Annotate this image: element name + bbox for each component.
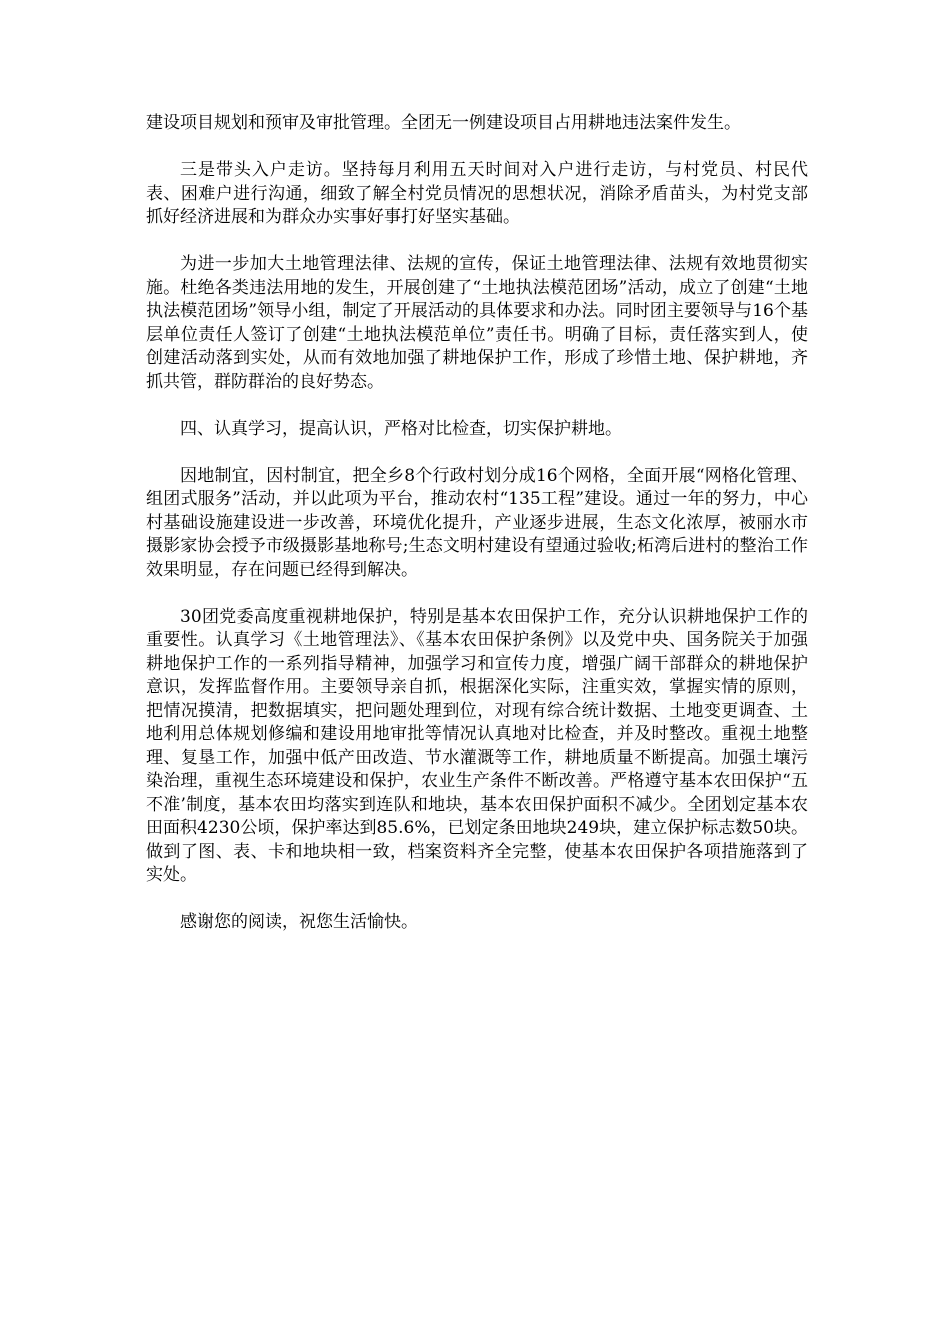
paragraph-closing: 感谢您的阅读，祝您生活愉快。	[180, 912, 418, 932]
document-body	[146, 112, 808, 958]
section-heading-four: 四、认真学习，提高认识，严格对比检查，切实保护耕地。	[180, 418, 622, 439]
paragraph-continuation: 建设项目规划和预审及审批管理。全团无一例建设项目占用耕地违法案件发生。	[146, 113, 741, 133]
paragraph-grid-management: 因地制宜，因村制宜，把全乡8个行政村划分成16个网格，全面开展“网格化管理、组团式服务”活动，并以此项为平台，推动农村“135工程”建设。通过一年的努力，中心村基础设施建设进一步改善，环境优化提升，产业逐步进展，生态文化浓厚，被丽水市摄影家协会授予市级摄影基地称号;生态文明村建设有望通过验收;柘湾后进村的整治工作效果明显，存在问题已经得到解决。	[146, 465, 808, 580]
paragraph-land-law-campaign: 为进一步加大土地管理法律、法规的宣传，保证土地管理法律、法规有效地贯彻实施。杜绝各类违法用地的发生，开展创建了“土地执法模范团场”活动，成立了创建“土地执法模范团场”领导小组，制定了开展活动的具体要求和办法。同时团主要领导与16个基层单位责任人签订了创建“土地执法模范单位”责任书。明确了目标，责任落实到人，使创建活动落到实处，从而有效地加强了耕地保护工作，形成了珍惜土地、保护耕地，齐抓共管，群防群治的良好势态。	[146, 254, 808, 392]
paragraph-farmland-protection: 30团党委高度重视耕地保护，特别是基本农田保护工作，充分认识耕地保护工作的重要性。认真学习《土地管理法》、《基本农田保护条例》以及党中央、国务院关于加强耕地保护工作的一系列指导精神，加强学习和宣传力度，增强广阔干部群众的耕地保护意识，发挥监督作用。主要领导亲自抓，根据深化实际，注重实效，掌握实情的原则，把情况摸清，把数据填实，把问题处理到位，对现有综合统计数据、土地变更调查、土地利用总体规划修编和建设用地审批等情况认真地对比检查，并及时整改。重视土地整理、复垦工作，加强中低产田改造、节水灌溉等工作，耕地质量不断提高。加强土壤污染治理，重视生态环境建设和保护，农业生产条件不断改善。严格遵守基本农田保护“五不准’制度，基本农田均落实到连队和地块，基本农田保护面积不减少。全团划定基本农田面积4230公顷，保护率达到85.6%，已划定条田地块249块，建立保护标志数50块。做到了图、表、卡和地块相一致，档案资料齐全完整，使基本农田保护各项措施落到了实处。	[146, 606, 808, 885]
paragraph-home-visits: 三是带头入户走访。坚持每月利用五天时间对入户进行走访，与村党员、村民代表、困难户进行沟通，细致了解全村党员情况的思想状况，消除矛盾苗头，为村党支部抓好经济进展和为群众办实事好事打好坚实基础。	[146, 160, 808, 227]
